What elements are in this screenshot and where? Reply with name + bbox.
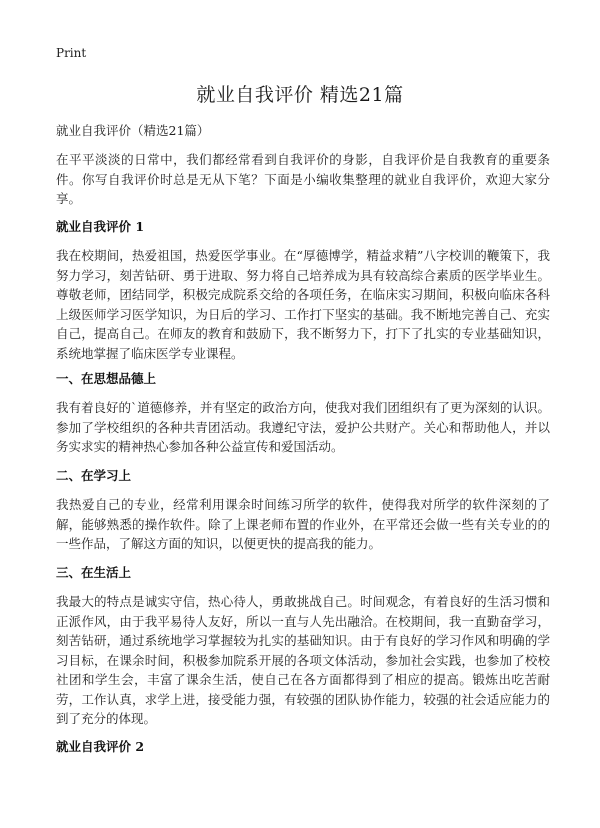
section-heading-2: 就业自我评价 2: [56, 739, 145, 754]
document-subtitle: 就业自我评价（精选21篇）: [56, 123, 210, 138]
subsection-heading-study: 二、在学习上: [56, 468, 132, 483]
study-paragraph: 我热爱自己的专业，经常利用课余时间练习所学的软件，使得我对所学的软件深刻的了解，能够熟悉的操作软件。除了上课老师布置的作业外，在平常还会做一些有关专业的的一些作品，了解这方面的知识，以便更快的提高我的能力。: [56, 497, 550, 551]
print-label[interactable]: Print: [56, 46, 87, 60]
life-paragraph: 我最大的特点是诚实守信，热心待人，勇敢挑战自己。时间观念，有着良好的生活习惯和正派作风，由于我平易待人友好，所以一直与人先出融洽。在校期间，我一直勤奋学习，刻苦钻研，通过系统地学习掌握较为扎实的基础知识。由于有良好的学习作风和明确的学习目标，在课余时间，积极参加院系开展的各项文体活动，参加社会实践，也参加了校校社团和学生会，丰富了课余生活，使自己在各方面都得到了相应的提高。锻炼出吃苦耐劳，工作认真，求学上进，接受能力强，有较强的团队协作能力，较强的社会适应能力的到了充分的体现。: [56, 594, 550, 726]
ethics-paragraph: 我有着良好的`道德修养，并有坚定的政治方向，使我对我们团组织有了更为深刻的认识。参加了学校组织的各种共青团活动。我遵纪守法，爱护公共财产。关心和帮助他人，并以务实求实的精神热心参加各种公益宣传和爱国活动。: [56, 400, 550, 454]
section-heading-1: 就业自我评价 1: [56, 219, 145, 234]
section-1-paragraph: 我在校期间，热爱祖国，热爱医学事业。在“厚德博学，精益求精”八字校训的鞭策下，我努力学习，刻苦钻研、勇于进取、努力将自己培养成为具有较高综合素质的医学毕业生。尊敬老师，团结同学，积极完成院系交给的各项任务，在临床实习期间，积极向临床各科上级医师学习医学知识，为日后的学习、工作打下坚实的基础。我不断地完善自己、充实自己，提高自己。在师友的教育和鼓励下，我不断努力下，打下了扎实的专业基础知识，系统地掌握了临床医学专业课程。: [56, 248, 550, 361]
intro-paragraph: 在平平淡淡的日常中，我们都经常看到自我评价的身影，自我评价是自我教育的重要条件。你写自我评价时总是无从下笔？下面是小编收集整理的就业自我评价，欢迎大家分享。: [56, 152, 550, 206]
document-title: 就业自我评价 精选21篇: [196, 84, 404, 106]
subsection-heading-life: 三、在生活上: [56, 565, 132, 580]
subsection-heading-ethics: 一、在思想品德上: [56, 371, 157, 386]
